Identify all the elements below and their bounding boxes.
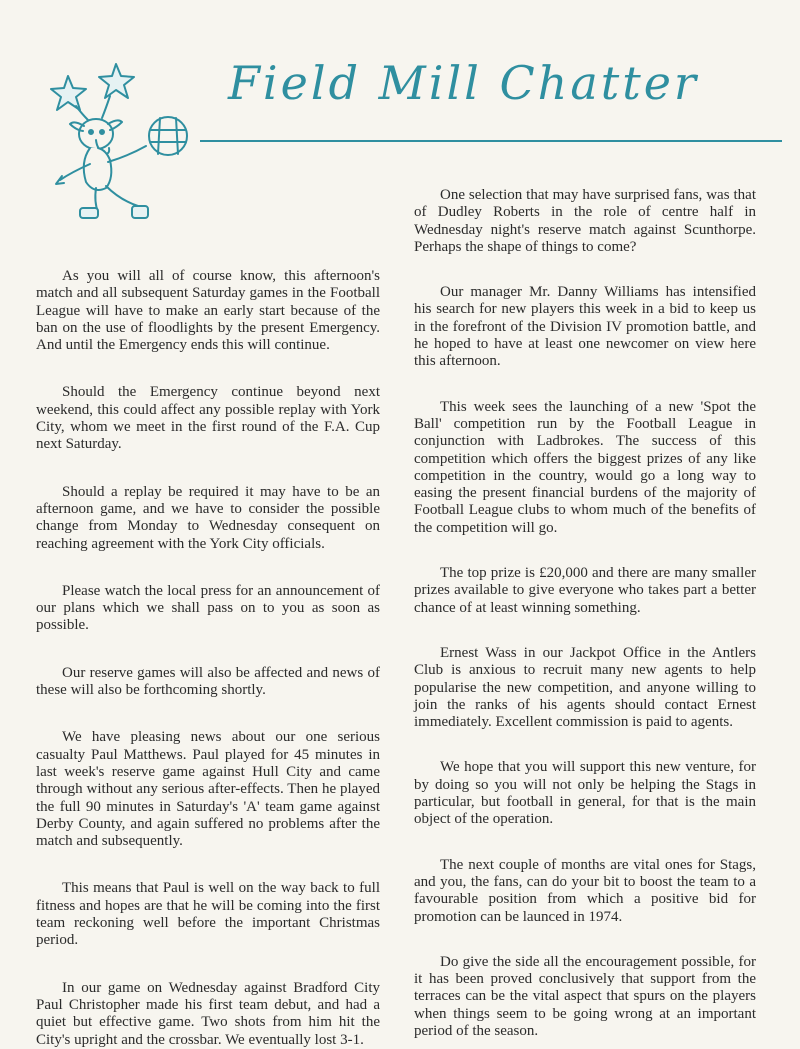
paragraph: The top prize is £20,000 and there are many smaller prizes available to give everyone who takes part a better chance of at least winning something. — [414, 565, 756, 616]
paragraph: The next couple of months are vital ones for Stags, and you, the fans, can do your bit to boost the team to a favourable position from which a positive bid for promotion can be launced in 1974. — [414, 856, 756, 925]
paragraph: This week sees the launching of a new 'Spot the Ball' competition run by the Football League in conjunction with Ladbrokes. The success of this competition which offers the biggest prizes of any like competition in the country, would go a long way to easing the present financial burdens of the majority of Football League clubs to whom much of the benefits of the competition will go. — [414, 398, 756, 536]
paragraph: Our manager Mr. Danny Williams has intensified his search for new players this week in a bid to keep us in the forefront of the Division IV promotion battle, and he hoped to have at least one newcomer on view here this afternoon. — [414, 284, 756, 370]
stag-mascot-icon — [50, 62, 200, 232]
paragraph: As you will all of course know, this afternoon's match and all subsequent Saturday games in the Football League will have to make an early start because of the ban on the use of floodlights by the present Emergency. And until the Emergency ends this will continue. — [36, 268, 380, 354]
left-column — [36, 268, 380, 1049]
paragraph: We have pleasing news about our one serious casualty Paul Matthews. Paul played for 45 minutes in last week's reserve game against Hull City and came through without any serious after-effects. Then he played the full 90 minutes in Saturday's 'A' team game against Derby County, and again suffered no problems after the match and subsequently. — [36, 729, 380, 850]
paragraph: Should the Emergency continue beyond next weekend, this could affect any possible replay with York City, whom we meet in the first round of the F.A. Cup next Saturday. — [36, 384, 380, 453]
paragraph: One selection that may have surprised fans, was that of Dudley Roberts in the role of centre half in Wednesday night's reserve match against Scunthorpe. Perhaps the shape of things to come? — [414, 187, 756, 255]
paragraph: We hope that you will support this new venture, for by doing so you will not only be helping the Stags in particular, but football in general, for that is the main object of the operation. — [414, 759, 756, 828]
paragraph: This means that Paul is well on the way back to full fitness and hopes are that he will be coming into the first team reckoning well before the important Christmas period. — [36, 880, 380, 949]
right-column — [414, 187, 756, 1040]
page-title: Field Mill Chatter — [228, 56, 699, 110]
paragraph: Our reserve games will also be affected and news of these will also be forthcoming shortly. — [36, 664, 380, 699]
paragraph: In our game on Wednesday against Bradford City Paul Christopher made his first team debut, and had a quiet but effective game. Two shots from him hit the City's upright and the crossbar. We eventually lost 3-1. — [36, 979, 380, 1048]
paragraph: Please watch the local press for an announcement of our plans which we shall pass on to you as soon as possible. — [36, 582, 380, 634]
title-divider — [200, 140, 782, 142]
paragraph: Do give the side all the encouragement possible, for it has been proved conclusively that support from the terraces can be the vital aspect that spurs on the players when things seem to be going wrong at an important period of the season. — [414, 953, 756, 1039]
paragraph: Should a replay be required it may have to be an afternoon game, and we have to consider the possible change from Monday to Wednesday consequent on reaching agreement with the York City officials. — [36, 483, 380, 552]
paragraph: Ernest Wass in our Jackpot Office in the Antlers Club is anxious to recruit many new agents to help popularise the new competition, and anyone willing to join the ranks of his agents should contact Ernest immediately. Excellent commission is paid to agents. — [414, 644, 756, 731]
